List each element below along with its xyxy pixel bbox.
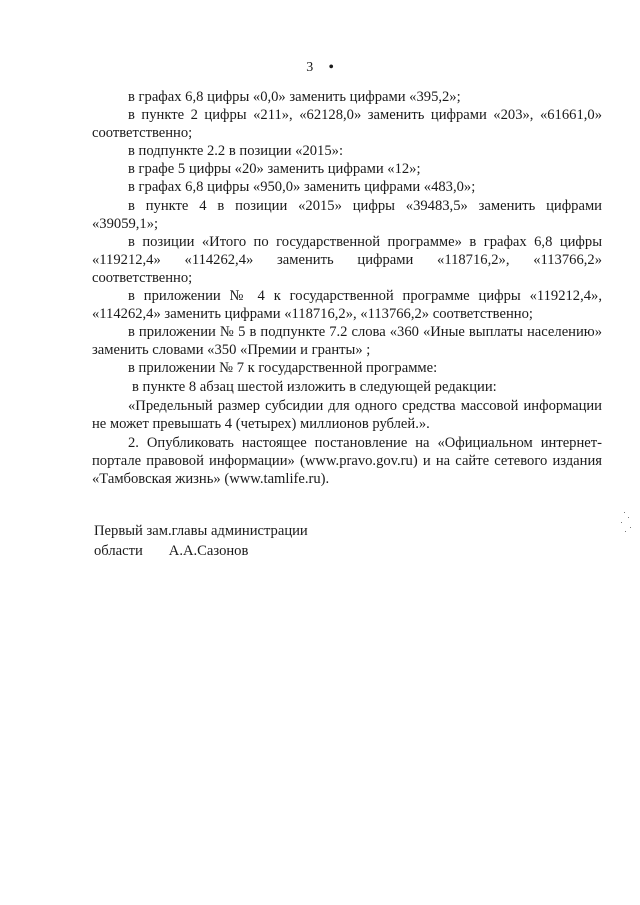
paragraph-1: в графах 6,8 цифры «0,0» заменить цифрами «395,2»;	[128, 89, 461, 105]
signature-position-line1: Первый зам.главы администрации	[94, 523, 308, 539]
paragraph-12: «Предельный размер субсидии для одного средства массовой информации не может превышать 4 (четырех) миллионов рублей.».	[92, 397, 602, 432]
paragraph-3: в подпункте 2.2 в позиции «2015»:	[128, 143, 343, 160]
paragraph-5: в графах 6,8 цифры «950,0» заменить цифрами «483,0»;	[128, 179, 476, 196]
paragraph-8: в приложении № 4 к государственной программе цифры «119212,4», «114262,4» заменить цифрами «118716,2», «113766,2» соответственно;	[92, 288, 602, 323]
document-body	[92, 88, 602, 488]
paragraph-6: в пункте 4 в позиции «2015» цифры «39483,5» заменить цифрами «39059,1»;	[92, 197, 602, 232]
scan-speck	[628, 517, 629, 518]
page-number	[0, 60, 640, 76]
paragraph-4: в графе 5 цифры «20» заменить цифрами «12»;	[128, 161, 421, 178]
paragraph-7: в позиции «Итого по государственной программе» в графах 6,8 цифры «119212,4» «114262,4» заменить цифрами «118716,2», «113766,2» соответственно;	[92, 233, 602, 286]
paragraph-2: в пункте 2 цифры «211», «62128,0» заменить цифрами «203», «61661,0» соответственно;	[92, 107, 602, 142]
paragraph-13: 2. Опубликовать настоящее постановление на «Официальном интернет-портале правовой информации» (www.pravo.gov.ru) и на сайте сетевого издания «Тамбовская жизнь» (www.tamlife.ru).	[92, 434, 602, 487]
paragraph-11: в пункте 8 абзац шестой изложить в следующей редакции:	[132, 378, 497, 395]
signature-name: А.А.Сазонов	[168, 543, 249, 559]
paragraph-9: в приложении № 5 в подпункте 7.2 слова «360 «Иные выплаты населению» заменить словами «350 «Премии и гранты» ;	[92, 324, 602, 359]
signature-block	[94, 521, 308, 561]
scan-speck	[625, 531, 626, 532]
page-number-value: 3	[306, 60, 314, 75]
scan-speck	[624, 512, 625, 513]
page-mark: •	[328, 60, 334, 75]
signature-position-line2	[94, 541, 308, 561]
scan-speck	[630, 527, 631, 528]
signature-position-region: области	[94, 543, 143, 559]
paragraph-10: в приложении № 7 к государственной программе:	[128, 360, 438, 377]
scan-speck	[621, 522, 622, 523]
